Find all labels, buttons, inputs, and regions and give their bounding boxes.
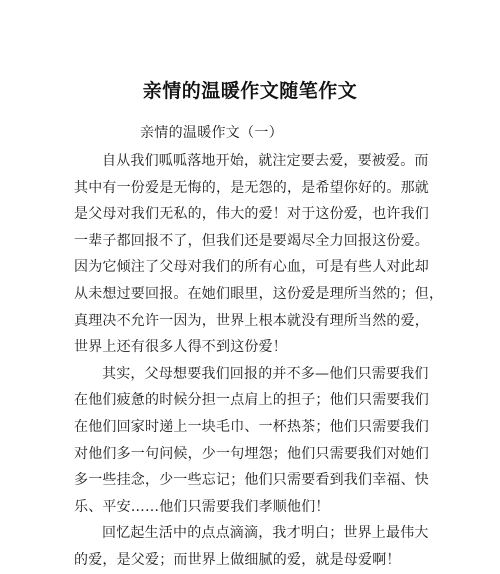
body-line: 其中有一份爱是无悔的，是无怨的，是希望你好的。那就: [74, 179, 429, 196]
body-line: 对他们多一句问候，少一句埋怨；他们只需要我们对她们: [74, 445, 429, 462]
body-line: 在他们回家时递上一块毛巾、一杯热茶；他们只需要我们: [74, 418, 429, 435]
body-line: 从未想过要回报。在她们眼里，这份爱是理所当然的；但，: [74, 285, 444, 302]
document-body: [74, 148, 444, 574]
body-line: 乐、平安……他们只需要我们孝顺他们！: [74, 498, 330, 515]
body-line: 是父母对我们无私的，伟大的爱！对于这份爱，也许我们: [74, 206, 429, 223]
body-line: 一辈子都回报不了，但我们还是要竭尽全力回报这份爱。: [74, 232, 429, 249]
body-line: 的爱，是父爱；而世界上做细腻的爱，就是母爱啊！: [74, 551, 401, 568]
body-line: 自从我们呱呱落地开始，就注定要去爱，要被爱。而: [102, 153, 429, 169]
document-title: 亲情的温暖作文随笔作文: [142, 80, 358, 102]
body-line: 在他们疲惫的时候分担一点肩上的担子；他们只需要我们: [74, 392, 429, 409]
body-line: 多一些挂念，少一些忘记；他们只需要看到我们幸福、快: [74, 472, 429, 489]
body-line: 因为它倾注了父母对我们的所有心血，可是有些人对此却: [74, 259, 429, 276]
body-line: 真理决不允许一因为，世界上根本就没有理所当然的爱，: [74, 312, 429, 329]
section-heading: 亲情的温暖作文（一）: [140, 125, 283, 141]
body-line: 其实，父母想要我们回报的并不多—他们只需要我们: [102, 365, 429, 382]
body-line: 回忆起生活中的点点滴滴，我才明白；世界上最伟大: [102, 525, 429, 542]
body-line: 世界上还有很多人得不到这份爱！: [74, 339, 287, 356]
